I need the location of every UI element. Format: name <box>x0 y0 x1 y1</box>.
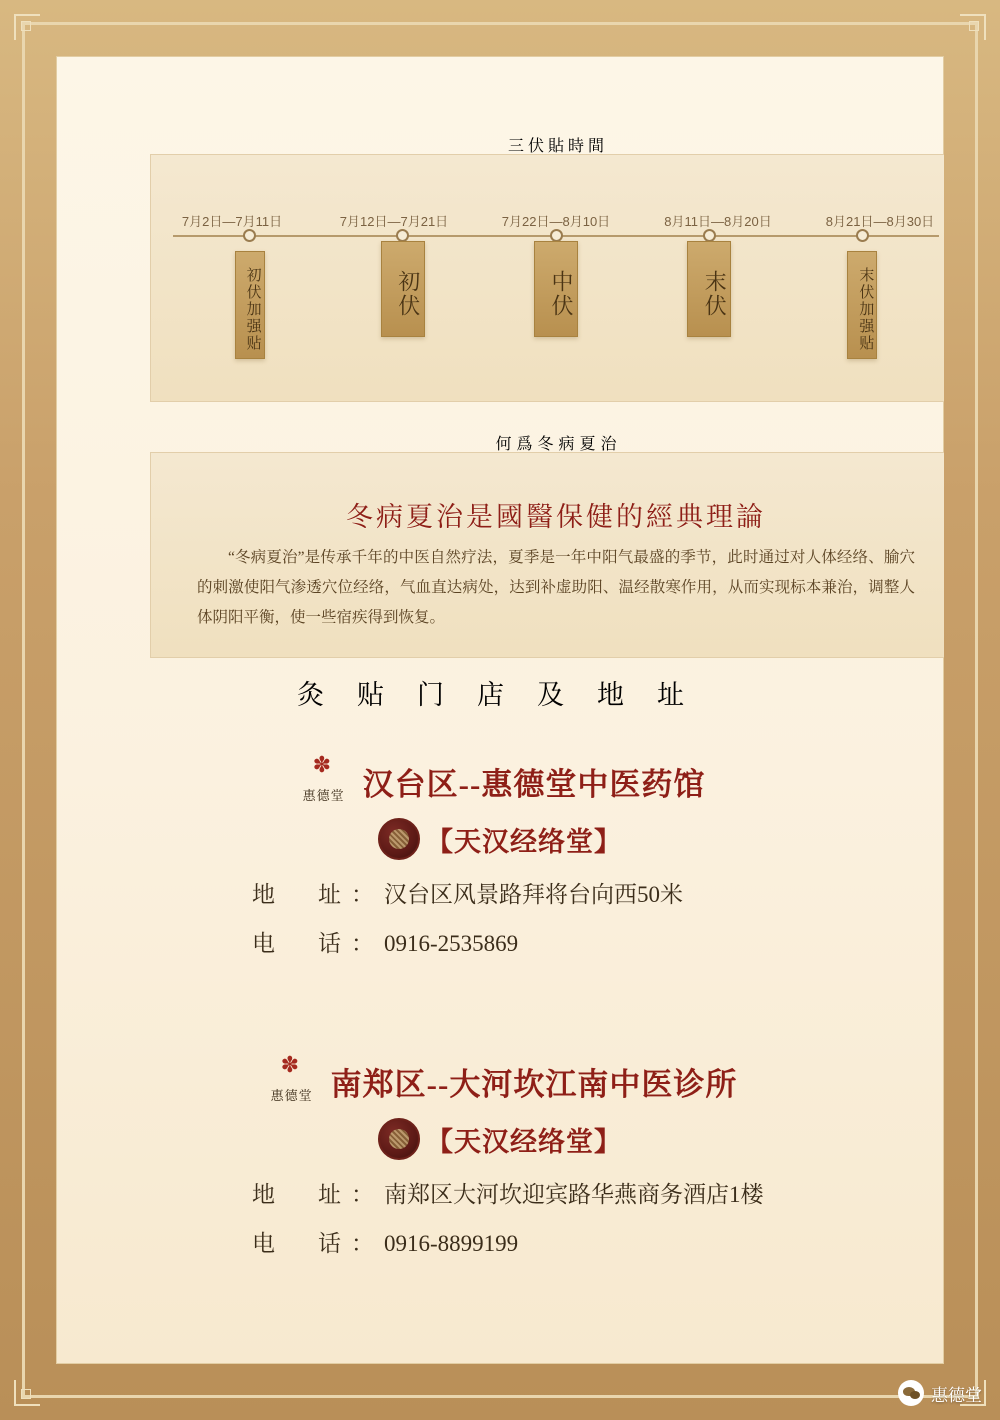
timeline-stage <box>479 251 632 337</box>
timeline-stage-tabs <box>173 251 939 359</box>
store-name: 南郑区--大河坎江南中医诊所 <box>330 1066 738 1102</box>
theory-title <box>151 431 944 454</box>
store-block-2 <box>56 1052 944 1258</box>
logo-text: 惠德堂 <box>302 788 345 803</box>
timeline-date: 7月22日—8月10日 <box>501 214 611 229</box>
stage-label: 初伏 <box>381 241 425 337</box>
store-address-line <box>56 876 944 909</box>
address-value: 南郑区大河坎迎宾路华燕商务酒店1楼 <box>384 1182 764 1207</box>
stage-label: 末伏 <box>687 241 731 337</box>
timeline-dot-icon <box>856 229 869 242</box>
stage-label: 末伏加强贴 <box>847 251 877 359</box>
title-char: 貼 <box>547 138 564 155</box>
crane-icon: ✽ <box>312 752 332 777</box>
stage-label: 初伏加强贴 <box>235 251 265 359</box>
huidetang-logo-icon <box>263 1052 321 1106</box>
phone-label: 电 话： <box>252 931 384 956</box>
title-char: 夏 <box>579 436 596 453</box>
huidetang-logo-icon <box>295 752 353 806</box>
store-brand-row <box>56 818 944 860</box>
wechat-icon <box>898 1380 924 1406</box>
stores-heading <box>56 672 944 718</box>
timeline-date: 8月21日—8月30日 <box>825 214 935 229</box>
wechat-account-name: 惠德堂 <box>931 1385 982 1405</box>
content-panel <box>56 56 944 1364</box>
title-char: 病 <box>558 436 575 453</box>
timeline-dot-icon <box>243 229 256 242</box>
store-brand: 【天汉经络堂】 <box>426 826 622 857</box>
seal-icon <box>378 1118 420 1160</box>
title-char: 何 <box>495 436 512 453</box>
heading-char: 贴 <box>357 680 384 710</box>
store-name-row <box>56 1052 944 1106</box>
title-char: 治 <box>600 436 617 453</box>
corner-ornament-bottom-left <box>14 1380 40 1406</box>
address-label: 地 址： <box>252 1182 384 1207</box>
phone-value: 0916-2535869 <box>384 931 519 956</box>
timeline-title <box>151 133 944 156</box>
timeline-stage <box>173 251 326 359</box>
stage-label: 中伏 <box>534 241 578 337</box>
title-char: 三 <box>507 138 524 155</box>
store-name-row <box>56 752 944 806</box>
store-block-1 <box>56 752 944 958</box>
timeline-stage <box>786 251 939 359</box>
store-brand: 【天汉经络堂】 <box>426 1126 622 1157</box>
title-char: 時 <box>568 138 585 155</box>
corner-ornament-top-left <box>14 14 40 40</box>
title-char: 伏 <box>527 138 544 155</box>
logo-text: 惠德堂 <box>270 1088 313 1103</box>
timeline-date: 7月12日—7月21日 <box>339 214 449 229</box>
seal-icon <box>378 818 420 860</box>
title-char: 間 <box>588 138 605 155</box>
heading-char: 址 <box>657 680 684 710</box>
store-phone-line <box>56 1225 944 1258</box>
timeline-stage <box>326 251 479 337</box>
store-name: 汉台区--惠德堂中医药馆 <box>362 766 706 802</box>
timeline-node <box>173 229 326 242</box>
store-address-line <box>56 1176 944 1209</box>
heading-char: 门 <box>417 680 444 710</box>
timeline-section <box>150 138 944 402</box>
address-label: 地 址： <box>252 882 384 907</box>
store-phone-line <box>56 925 944 958</box>
timeline-date: 8月11日—8月20日 <box>664 214 772 229</box>
corner-ornament-top-right <box>960 14 986 40</box>
theory-subtitle: 冬病夏治是國醫保健的經典理論 <box>346 502 766 532</box>
heading-char: 及 <box>537 680 564 710</box>
address-value: 汉台区风景路拜将台向西50米 <box>384 882 683 907</box>
title-char: 冬 <box>537 436 554 453</box>
timeline-date-labels <box>151 211 944 230</box>
timeline-stage <box>633 251 786 337</box>
wechat-account-badge[interactable] <box>898 1380 982 1406</box>
crane-icon: ✽ <box>280 1052 300 1077</box>
phone-label: 电 话： <box>252 1231 384 1256</box>
store-brand-row <box>56 1118 944 1160</box>
theory-section <box>150 436 944 658</box>
timeline-date: 7月2日—7月11日 <box>181 214 283 229</box>
heading-char: 灸 <box>297 680 324 710</box>
theory-body-text: “冬病夏治”是传承千年的中医自然疗法，夏季是一年中阳气最盛的季节，此时通过对人体经络、腧穴的刺激使阳气渗透穴位经络，气血直达病处，达到补虚助阳、温经散寒作用，从而实现标本兼治，调整人体阴阳平衡，使一些宿疾得到恢复。 <box>197 549 915 626</box>
heading-char: 店 <box>477 680 504 710</box>
phone-value: 0916-8899199 <box>384 1231 519 1256</box>
heading-char: 地 <box>597 680 624 710</box>
timeline-node <box>786 229 939 242</box>
title-char: 爲 <box>516 436 533 453</box>
